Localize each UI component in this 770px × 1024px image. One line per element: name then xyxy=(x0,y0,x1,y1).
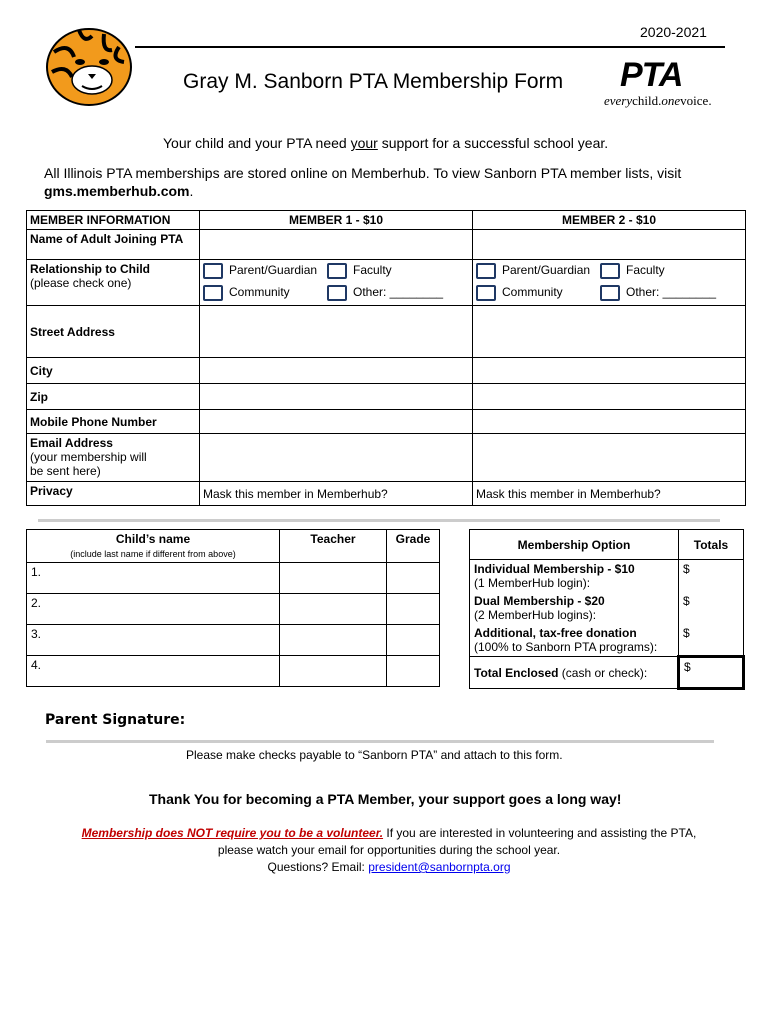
member2-mobile-field[interactable] xyxy=(473,410,746,434)
member1-relationship: Parent/Guardian Faculty Community Other: ________ xyxy=(200,260,473,306)
child-1-grade-field[interactable] xyxy=(387,563,440,594)
tiger-logo xyxy=(44,22,134,108)
volunteer-note: Membership does NOT require you to be a volunteer. If you are interested in volunteering and assisting the PTA, please watch your email for opportunities during the school year. Questions? Email: president@sanbornpta.org xyxy=(81,826,697,874)
member1-mask-option[interactable]: Mask this member in Memberhub? xyxy=(200,482,473,506)
member2-parent-checkbox[interactable] xyxy=(476,263,496,279)
member2-zip-field[interactable] xyxy=(473,384,746,410)
member1-other-checkbox[interactable] xyxy=(327,285,347,301)
member2-community-checkbox[interactable] xyxy=(476,285,496,301)
child-row-1[interactable]: 1. xyxy=(27,563,280,594)
member1-city-field[interactable] xyxy=(200,358,473,384)
member-table xyxy=(26,210,746,506)
memberhub-paragraph: All Illinois PTA memberships are stored online on Memberhub. To view Sanborn PTA member lists, visit gms.memberhub.com. xyxy=(44,165,682,199)
total-enclosed-label: Total Enclosed (cash or check): xyxy=(470,657,679,689)
header-rule xyxy=(135,46,725,48)
member1-community-checkbox[interactable] xyxy=(203,285,223,301)
member2-email-field[interactable] xyxy=(473,434,746,482)
signature-line[interactable] xyxy=(46,740,714,743)
child-3-teacher-field[interactable] xyxy=(280,625,387,656)
child-row-4[interactable]: 4. xyxy=(27,656,280,687)
child-row-3[interactable]: 3. xyxy=(27,625,280,656)
children-table xyxy=(26,529,440,687)
member1-faculty-checkbox[interactable] xyxy=(327,263,347,279)
individual-option: Individual Membership - $10 (1 MemberHub login): xyxy=(470,560,679,593)
individual-total-field[interactable]: $ xyxy=(679,560,744,593)
pta-logo: PTA xyxy=(620,56,683,94)
child-4-grade-field[interactable] xyxy=(387,656,440,687)
section-divider xyxy=(38,519,720,522)
child-name-header: Child’s name (include last name if different from above) xyxy=(27,530,280,563)
child-row-2[interactable]: 2. xyxy=(27,594,280,625)
child-3-grade-field[interactable] xyxy=(387,625,440,656)
member2-header: MEMBER 2 - $10 xyxy=(473,211,746,230)
member1-mobile-field[interactable] xyxy=(200,410,473,434)
checks-note: Please make checks payable to “Sanborn PTA” and attach to this form. xyxy=(186,748,563,762)
member2-name-field[interactable] xyxy=(473,230,746,260)
member2-other-checkbox[interactable] xyxy=(600,285,620,301)
membership-option-header: Membership Option xyxy=(470,530,679,560)
member1-parent-checkbox[interactable] xyxy=(203,263,223,279)
city-label: City xyxy=(27,358,200,384)
member2-mask-option[interactable]: Mask this member in Memberhub? xyxy=(473,482,746,506)
parent-signature-label: Parent Signature: xyxy=(45,712,186,728)
dual-option: Dual Membership - $20 (2 MemberHub logins): xyxy=(470,592,679,624)
child-2-teacher-field[interactable] xyxy=(280,594,387,625)
child-2-grade-field[interactable] xyxy=(387,594,440,625)
member1-street-field[interactable] xyxy=(200,306,473,358)
president-email-link[interactable]: president@sanbornpta.org xyxy=(368,860,511,874)
privacy-label: Privacy xyxy=(27,482,200,506)
child-4-teacher-field[interactable] xyxy=(280,656,387,687)
donation-option: Additional, tax-free donation (100% to Sanborn PTA programs): xyxy=(470,624,679,657)
memberhub-link[interactable]: gms.memberhub.com xyxy=(44,183,190,199)
member1-name-field[interactable] xyxy=(200,230,473,260)
child-1-teacher-field[interactable] xyxy=(280,563,387,594)
street-label: Street Address xyxy=(27,306,200,358)
grade-header: Grade xyxy=(387,530,440,563)
zip-label: Zip xyxy=(27,384,200,410)
dual-total-field[interactable]: $ xyxy=(679,592,744,624)
mobile-label: Mobile Phone Number xyxy=(27,410,200,434)
email-label: Email Address (your membership will be sent here) xyxy=(27,434,200,482)
teacher-header: Teacher xyxy=(280,530,387,563)
intro-text: Your child and your PTA need your support for a successful school year. xyxy=(163,135,609,151)
name-label: Name of Adult Joining PTA xyxy=(27,230,200,260)
member2-relationship: Parent/Guardian Faculty Community Other: ________ xyxy=(473,260,746,306)
pta-tagline: everychild.onevoice. xyxy=(604,93,712,108)
member1-zip-field[interactable] xyxy=(200,384,473,410)
member1-header: MEMBER 1 - $10 xyxy=(200,211,473,230)
thank-you-text: Thank You for becoming a PTA Member, your support goes a long way! xyxy=(149,791,622,807)
member2-city-field[interactable] xyxy=(473,358,746,384)
relationship-label: Relationship to Child (please check one) xyxy=(27,260,200,306)
totals-header: Totals xyxy=(679,530,744,560)
member-info-header: MEMBER INFORMATION xyxy=(27,211,200,230)
member2-faculty-checkbox[interactable] xyxy=(600,263,620,279)
member2-street-field[interactable] xyxy=(473,306,746,358)
membership-options-table xyxy=(469,529,745,690)
member1-email-field[interactable] xyxy=(200,434,473,482)
total-enclosed-field[interactable]: $ xyxy=(679,657,744,689)
school-year: 2020-2021 xyxy=(640,24,707,40)
donation-total-field[interactable]: $ xyxy=(679,624,744,657)
form-title: Gray M. Sanborn PTA Membership Form xyxy=(183,70,564,93)
